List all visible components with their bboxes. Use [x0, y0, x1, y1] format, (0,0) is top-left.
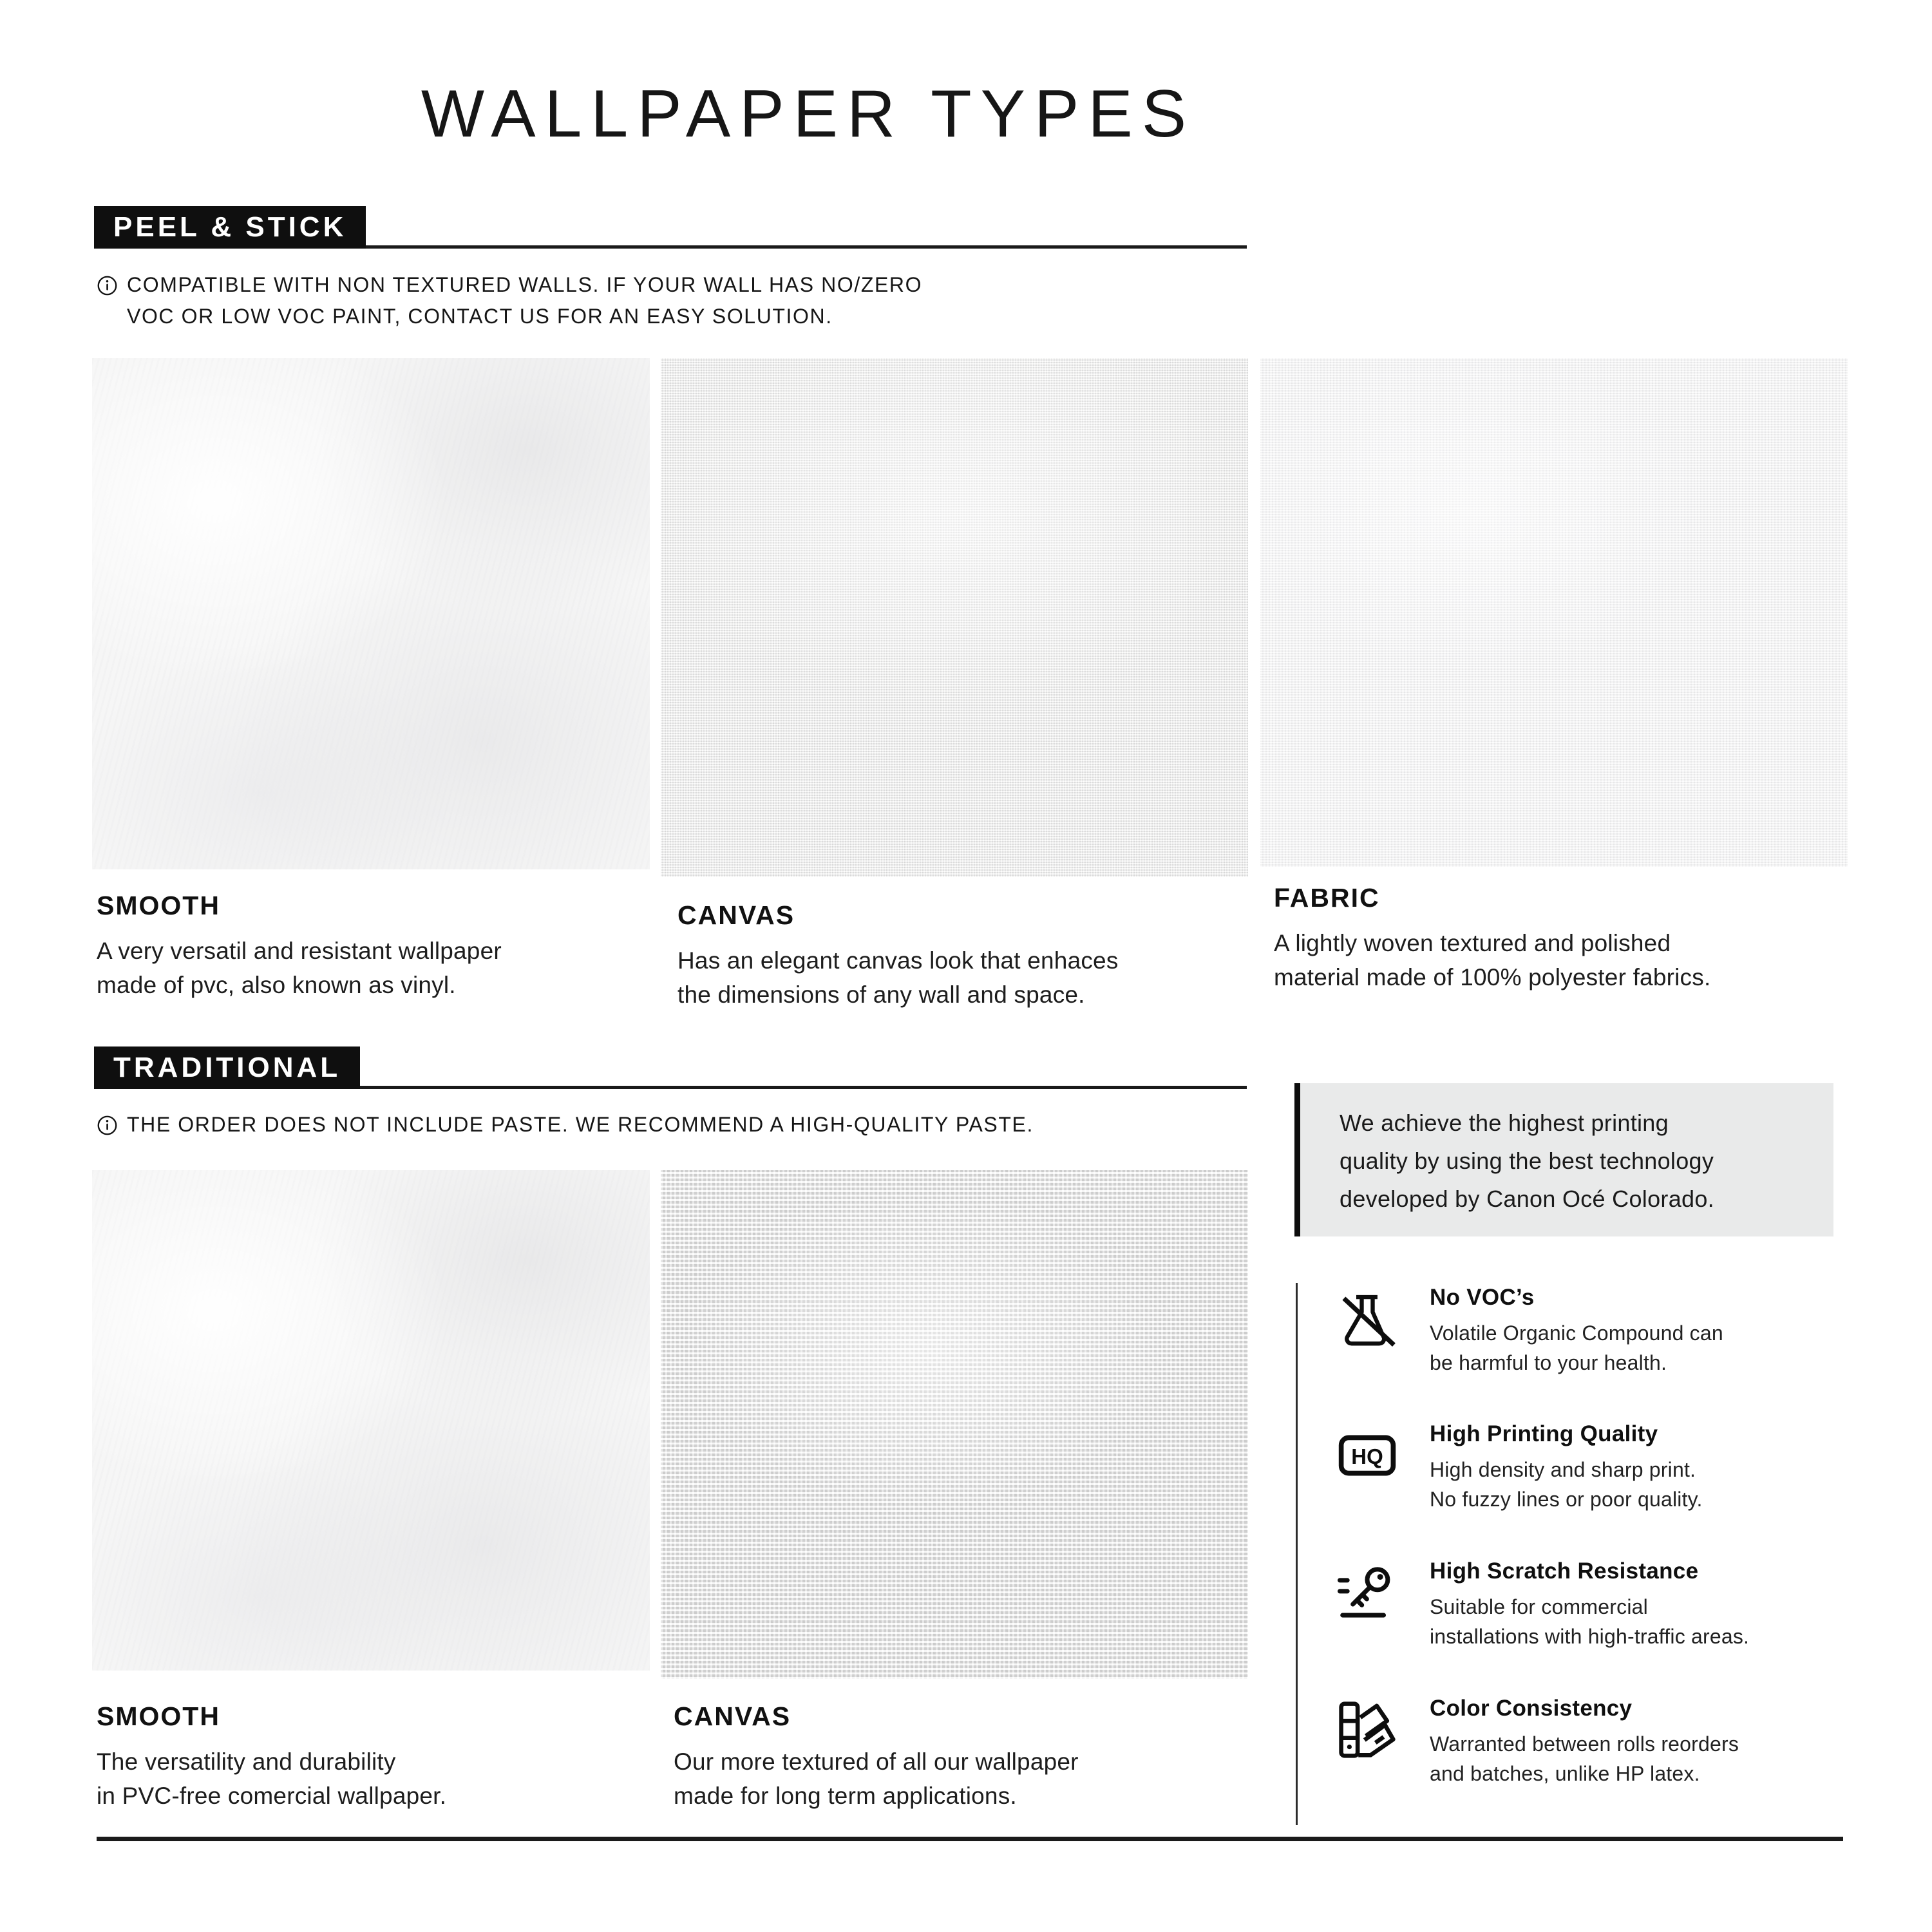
- feature-text: [1430, 1696, 1739, 1788]
- swatch-peel-stick-fabric: [1260, 358, 1848, 867]
- quality-note-text: We achieve the highest printing quality by using the best technology developed by Canon Océ Colorado.: [1340, 1110, 1714, 1212]
- svg-text:HQ: HQ: [1351, 1444, 1383, 1468]
- swatch-description: A lightly woven textured and polished material made of 100% polyester fabrics.: [1274, 930, 1711, 990]
- swatch-description: The versatility and durability in PVC-free comercial wallpaper.: [97, 1748, 447, 1809]
- feature-no-vocs: [1334, 1285, 1862, 1378]
- caption-peel-stick-smooth: [97, 891, 502, 1002]
- feature-title: No VOC’s: [1430, 1285, 1535, 1310]
- feature-text: [1430, 1421, 1703, 1514]
- feature-title: High Printing Quality: [1430, 1421, 1658, 1446]
- feature-text: [1430, 1285, 1723, 1378]
- swatch-title: CANVAS: [677, 900, 795, 930]
- swatch-title: CANVAS: [674, 1701, 791, 1731]
- swatch-title: FABRIC: [1274, 883, 1380, 913]
- feature-title: High Scratch Resistance: [1430, 1558, 1699, 1584]
- features-divider-line: [1296, 1283, 1298, 1825]
- feature-description: High density and sharp print. No fuzzy lines or poor quality.: [1430, 1458, 1703, 1511]
- page-title: WALLPAPER TYPES: [421, 77, 1196, 151]
- swatch-peel-stick-smooth: [92, 358, 650, 869]
- caption-traditional-smooth: [97, 1701, 446, 1813]
- swatch-description: Has an elegant canvas look that enhaces the dimensions of any wall and space.: [677, 947, 1119, 1008]
- caption-peel-stick-fabric: [1274, 883, 1710, 994]
- feature-description: Volatile Organic Compound can be harmful to your health.: [1430, 1321, 1723, 1374]
- swatch-description: Our more textured of all our wallpaper made for long term applications.: [674, 1748, 1079, 1809]
- color-swatches-icon: [1334, 1696, 1430, 1766]
- traditional-note: [97, 1109, 1034, 1141]
- peel-stick-note: [97, 269, 922, 332]
- swatch-description: A very versatil and resistant wallpaper made of pvc, also known as vinyl.: [97, 938, 502, 998]
- swatch-traditional-canvas: [661, 1170, 1248, 1679]
- section-label-peel-stick: PEEL & STICK: [94, 206, 366, 249]
- swatch-traditional-smooth: [92, 1170, 650, 1671]
- caption-traditional-canvas: [674, 1701, 1079, 1813]
- swatch-peel-stick-canvas: [661, 358, 1248, 877]
- traditional-note-text: THE ORDER DOES NOT INCLUDE PASTE. WE RECOMMEND A HIGH-QUALITY PASTE.: [127, 1113, 1034, 1136]
- info-icon: [97, 274, 118, 305]
- feature-high-scratch-resistance: [1334, 1558, 1862, 1651]
- feature-color-consistency: [1334, 1696, 1862, 1788]
- feature-description: Warranted between rolls reorders and batches, unlike HP latex.: [1430, 1732, 1739, 1785]
- feature-high-printing-quality: [1334, 1421, 1862, 1514]
- peel-stick-note-text: COMPATIBLE WITH NON TEXTURED WALLS. IF YOUR WALL HAS NO/ZERO VOC OR LOW VOC PAINT, CONTACT US FOR AN EASY SOLUTION.: [127, 273, 923, 328]
- swatch-title: SMOOTH: [97, 1701, 220, 1731]
- feature-description: Suitable for commercial installations with high-traffic areas.: [1430, 1595, 1750, 1648]
- quality-note-box: [1300, 1083, 1833, 1236]
- feature-text: [1430, 1558, 1749, 1651]
- caption-peel-stick-canvas: [677, 900, 1119, 1012]
- no-voc-flask-icon: [1334, 1285, 1430, 1355]
- footer-rule: [97, 1837, 1843, 1841]
- feature-title: Color Consistency: [1430, 1696, 1633, 1721]
- info-icon: [97, 1113, 118, 1145]
- quality-note-accent-bar: [1294, 1083, 1300, 1236]
- hq-badge-icon: [1334, 1421, 1430, 1492]
- scratch-key-icon: [1334, 1558, 1430, 1629]
- swatch-title: SMOOTH: [97, 891, 220, 920]
- section-label-traditional: TRADITIONAL: [94, 1046, 360, 1089]
